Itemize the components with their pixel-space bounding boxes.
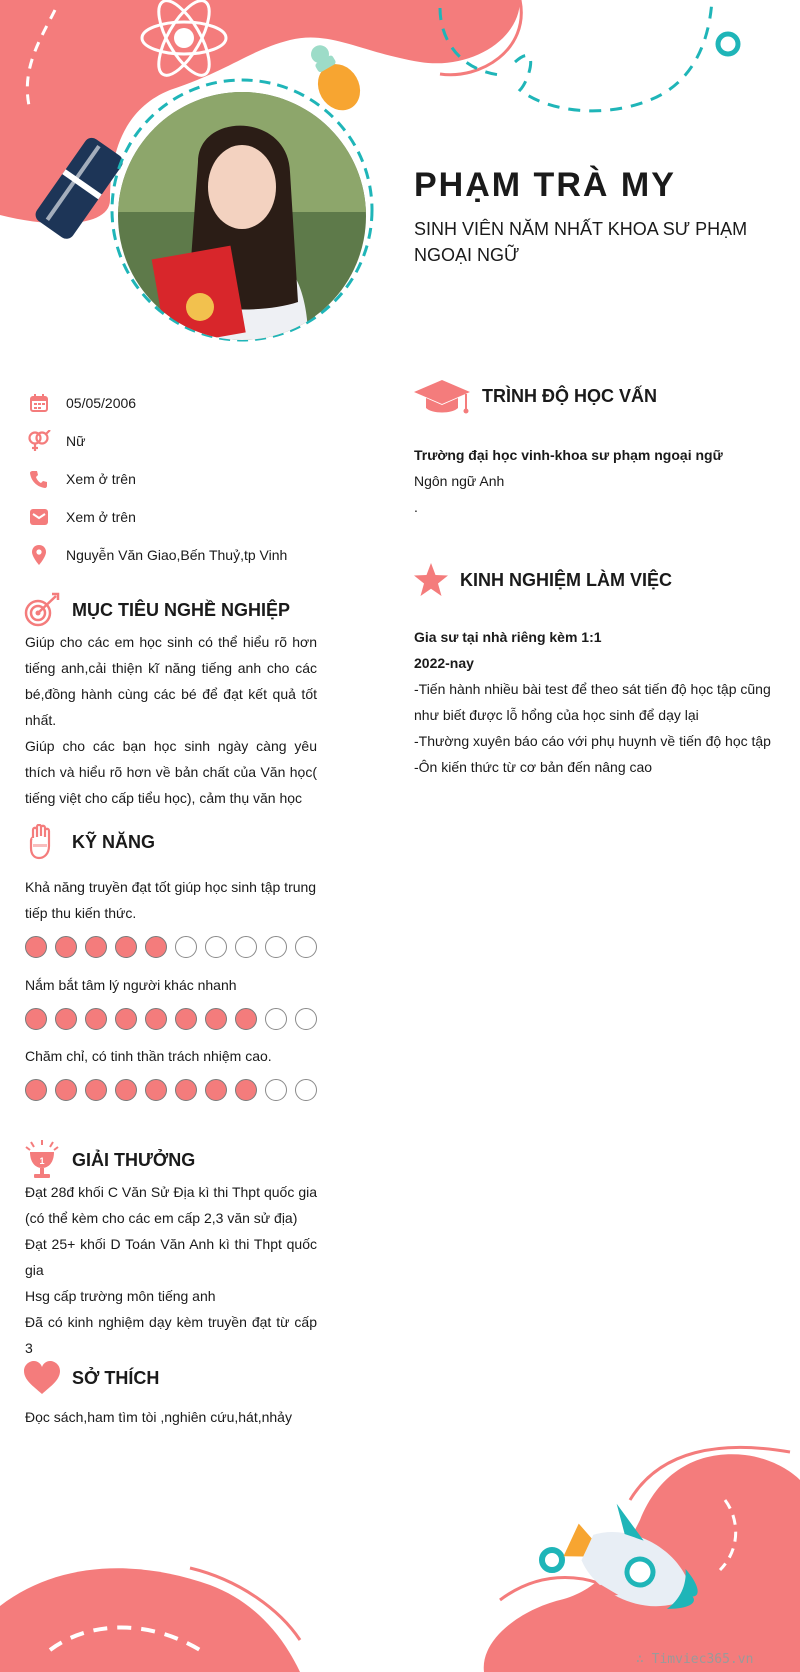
rating-dot-filled <box>205 1079 227 1101</box>
award-item: Hsg cấp trường môn tiếng anh <box>25 1288 216 1304</box>
education-major: Ngôn ngữ Anh <box>414 473 505 489</box>
rating-dot-filled <box>85 1079 107 1101</box>
experience-position: Gia sư tại nhà riêng kèm 1:1 <box>414 629 602 645</box>
rating-dot-filled <box>25 1079 47 1101</box>
contact-address <box>26 536 326 574</box>
hobbies-header <box>22 1358 159 1398</box>
candidate-title: SINH VIÊN NĂM NHẤT KHOA SƯ PHẠM NGOẠI NGỮ <box>414 219 748 265</box>
rating-dot-filled <box>25 1008 47 1030</box>
skill-rating <box>25 1008 325 1030</box>
rating-dot-filled <box>235 1008 257 1030</box>
experience-title: KINH NGHIỆM LÀM VIỆC <box>460 569 673 590</box>
skill-rating <box>25 1079 325 1101</box>
skill-name: Chăm chỉ, có tinh thần trách nhiệm cao. <box>25 1048 272 1064</box>
objective-paragraph: Giúp cho các bạn học sinh ngày càng yêu thích và hiểu rõ hơn về bản chất của Văn học( tiếng việt cho cấp tiểu học), cảm thụ văn học <box>25 738 317 806</box>
address-value: Nguyễn Văn Giao,Bến Thuỷ,tp Vinh <box>66 547 288 563</box>
gender-value: Nữ <box>66 433 86 449</box>
rating-dot-filled <box>115 936 137 958</box>
objective-header <box>22 590 290 630</box>
contact-info <box>26 384 326 574</box>
award-item: Đạt 25+ khối D Toán Văn Anh kì thi Thpt quốc gia <box>25 1236 317 1278</box>
rating-dot-filled <box>85 1008 107 1030</box>
experience-detail: -Ôn kiến thức từ cơ bản đến nâng cao <box>414 759 653 775</box>
rating-dot-empty <box>265 936 287 958</box>
rating-dot-filled <box>235 1079 257 1101</box>
awards-header <box>22 1140 195 1180</box>
rating-dot-filled <box>175 1079 197 1101</box>
svg-text:1: 1 <box>39 1156 45 1166</box>
education-note: . <box>414 499 418 515</box>
rating-dot-filled <box>55 1008 77 1030</box>
graduation-cap-icon <box>414 376 470 416</box>
skill-name: Khả năng truyền đạt tốt giúp học sinh tập trung tiếp thu kiến thức. <box>25 879 317 921</box>
education-header <box>414 376 657 416</box>
skills-header <box>22 822 155 862</box>
rating-dot-filled <box>145 936 167 958</box>
hobbies-title: SỞ THÍCH <box>72 1367 160 1388</box>
rating-dot-filled <box>115 1079 137 1101</box>
rating-dot-filled <box>25 936 47 958</box>
rating-dot-empty <box>295 1008 317 1030</box>
experience-body <box>414 624 778 780</box>
watermark: ∴ Timviec365.vn <box>636 1652 754 1667</box>
contact-email <box>26 498 326 536</box>
calendar-icon <box>26 392 52 414</box>
skills-title: KỸ NĂNG <box>72 831 156 852</box>
rating-dot-empty <box>175 936 197 958</box>
skill-rating <box>25 936 325 958</box>
star-icon <box>412 560 450 600</box>
heart-icon <box>22 1358 62 1398</box>
experience-period: 2022-nay <box>414 655 474 671</box>
rating-dot-empty <box>265 1079 287 1101</box>
contact-birthday <box>26 384 326 422</box>
rating-dot-filled <box>175 1008 197 1030</box>
objective-title: MỤC TIÊU NGHỀ NGHIỆP <box>72 599 291 620</box>
rating-dot-filled <box>145 1008 167 1030</box>
email-value: Xem ở trên <box>66 509 136 525</box>
target-icon <box>22 590 62 630</box>
experience-detail: -Tiến hành nhiều bài test để theo sát tiến độ học tập cũng như biết được lỗ hổng của học sinh để dạy lại <box>414 681 771 723</box>
rating-dot-filled <box>115 1008 137 1030</box>
rating-dot-filled <box>205 1008 227 1030</box>
rating-dot-filled <box>55 936 77 958</box>
experience-detail: -Thường xuyên báo cáo với phụ huynh về tiến độ học tập <box>414 733 771 749</box>
envelope-icon <box>26 506 52 528</box>
profile-photo <box>118 92 366 340</box>
trophy-icon <box>22 1140 62 1180</box>
education-school: Trường đại học vinh-khoa sư phạm ngoại ngữ <box>414 447 723 463</box>
education-body <box>414 442 774 520</box>
experience-header <box>412 560 672 600</box>
objective-paragraph: Giúp cho các em học sinh có thể hiểu rõ hơn tiếng anh,cải thiện kĩ năng tiếng anh cho các bé,đồng hành cùng các bé để đạt kết quả tốt nhất. <box>25 634 317 728</box>
raised-hand-icon <box>22 822 62 862</box>
contact-gender <box>26 422 326 460</box>
objective-body <box>25 629 317 811</box>
hobbies-body: Đọc sách,ham tìm tòi ,nghiên cứu,hát,nhảy <box>25 1409 292 1425</box>
rating-dot-empty <box>265 1008 287 1030</box>
rating-dot-empty <box>295 936 317 958</box>
rating-dot-empty <box>235 936 257 958</box>
phone-icon <box>26 468 52 490</box>
skill-name: Nắm bắt tâm lý người khác nhanh <box>25 977 237 993</box>
birthday-value: 05/05/2006 <box>66 395 137 411</box>
skill-item <box>25 1043 325 1101</box>
candidate-name: PHẠM TRÀ MY <box>414 166 676 204</box>
skill-item <box>25 972 325 1030</box>
award-item: Đã có kinh nghiệm dạy kèm truyền đạt từ cấp 3 <box>25 1314 317 1356</box>
location-pin-icon <box>26 544 52 566</box>
rating-dot-filled <box>145 1079 167 1101</box>
rating-dot-filled <box>85 936 107 958</box>
education-title: TRÌNH ĐỘ HỌC VẤN <box>482 385 657 406</box>
contact-phone <box>26 460 326 498</box>
gender-icon <box>26 430 52 452</box>
award-item: Đạt 28đ khối C Văn Sử Địa kì thi Thpt quốc gia (có thể kèm cho các em cấp 2,3 văn sử địa) <box>25 1184 317 1226</box>
rating-dot-filled <box>55 1079 77 1101</box>
awards-title: GIẢI THƯỞNG <box>72 1149 196 1170</box>
skill-item <box>25 874 325 958</box>
rating-dot-empty <box>205 936 227 958</box>
phone-value: Xem ở trên <box>66 471 136 487</box>
awards-list <box>25 1179 317 1361</box>
rating-dot-empty <box>295 1079 317 1101</box>
